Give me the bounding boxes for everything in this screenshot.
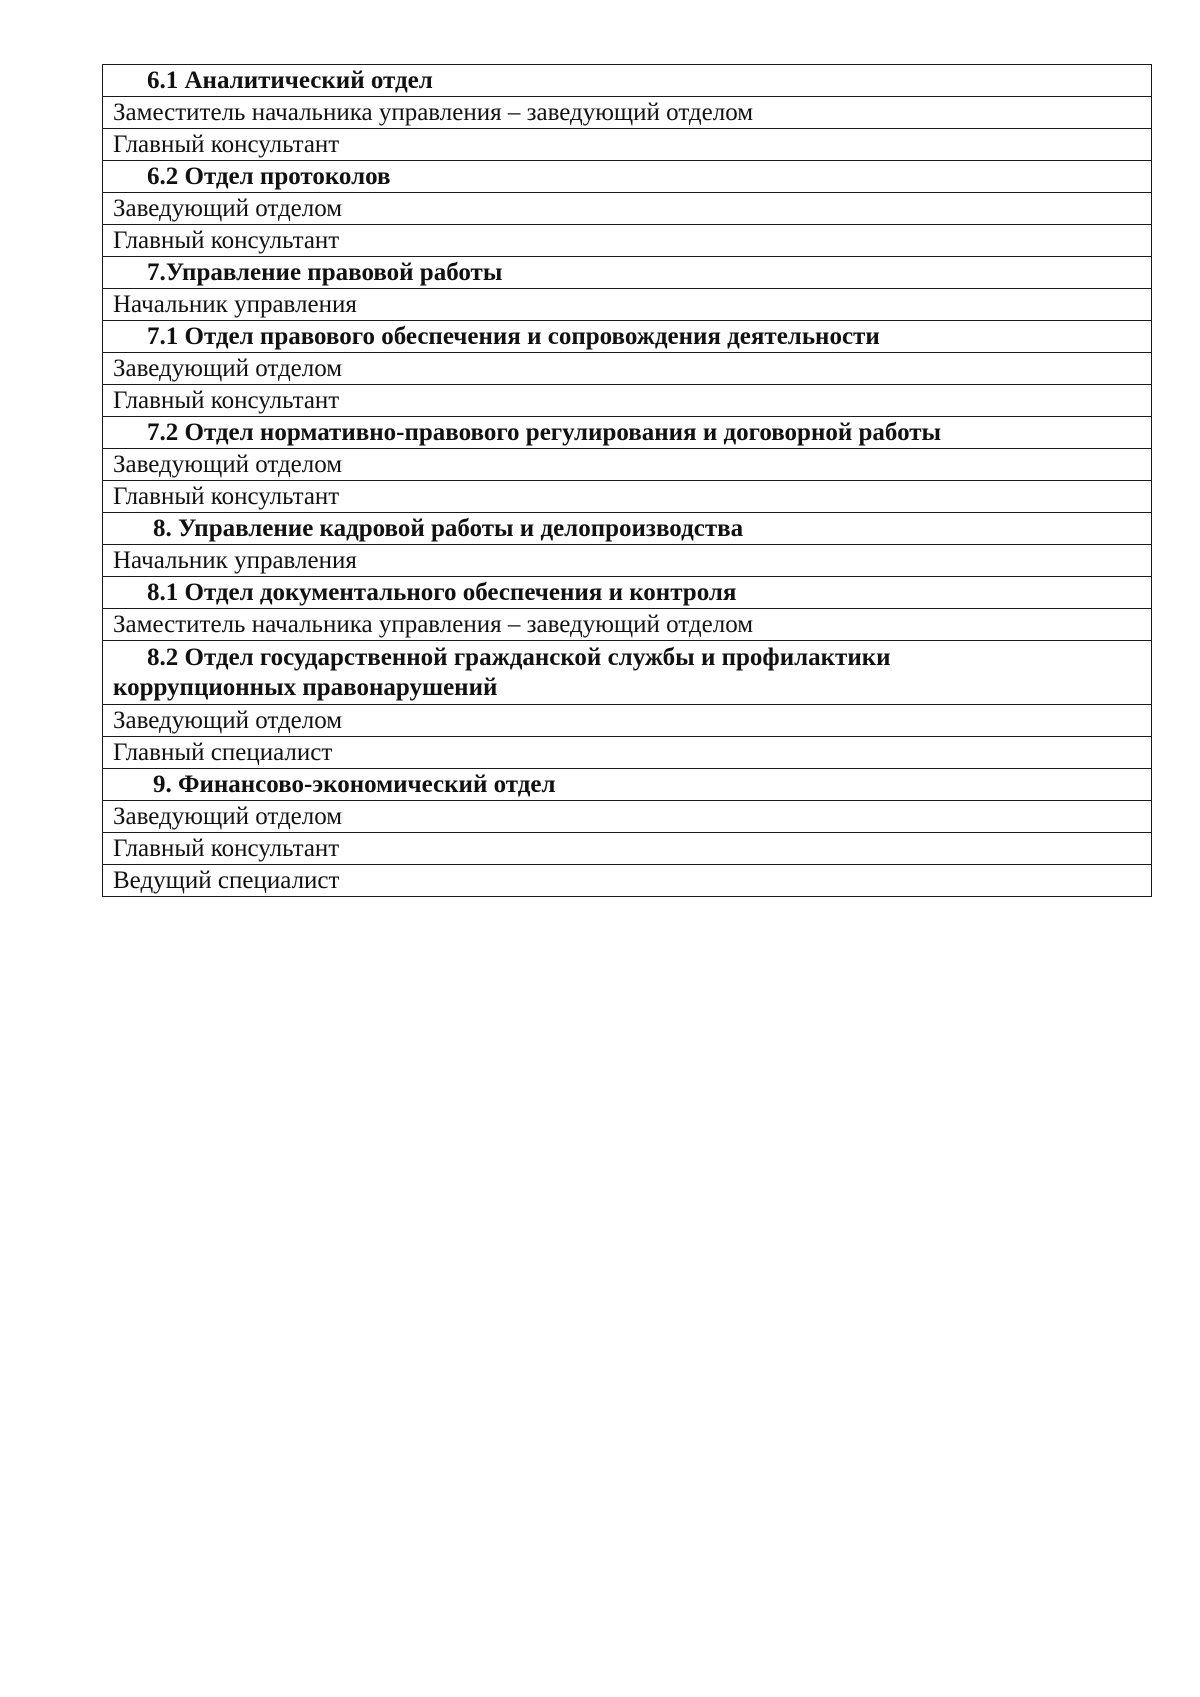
position-row [103,865,1152,897]
position-row [103,289,1152,321]
section-heading-row [103,513,1152,545]
position-row [103,449,1152,481]
position-row [103,97,1152,129]
position-title: Заведующий отделом [103,193,1152,225]
position-title: Заместитель начальника управления – заведующий отделом [103,97,1152,129]
position-row [103,481,1152,513]
section-heading: 8. Управление кадровой работы и делопроизводства [103,513,1152,545]
staff-positions-table [102,64,1152,897]
position-row [103,545,1152,577]
section-heading-row [103,321,1152,353]
position-row [103,385,1152,417]
position-title: Главный консультант [103,129,1152,161]
section-heading-row [103,641,1152,705]
section-heading: 7.2 Отдел нормативно-правового регулирования и договорной работы [103,417,1152,449]
position-row [103,225,1152,257]
position-row [103,705,1152,737]
section-heading: 6.2 Отдел протоколов [103,161,1152,193]
position-row [103,129,1152,161]
position-title: Начальник управления [103,545,1152,577]
section-heading-row [103,577,1152,609]
section-heading: 9. Финансово-экономический отдел [103,769,1152,801]
position-row [103,353,1152,385]
section-heading [103,641,1152,705]
section-heading-line-2: коррупционных правонарушений [113,674,498,701]
position-title: Главный консультант [103,225,1152,257]
section-heading: 7.Управление правовой работы [103,257,1152,289]
section-heading-row [103,65,1152,97]
position-title: Заместитель начальника управления – заведующий отделом [103,609,1152,641]
section-heading-row [103,769,1152,801]
position-row [103,833,1152,865]
position-title: Заведующий отделом [103,353,1152,385]
position-title: Главный консультант [103,481,1152,513]
position-title: Начальник управления [103,289,1152,321]
section-heading: 6.1 Аналитический отдел [103,65,1152,97]
section-heading: 7.1 Отдел правового обеспечения и сопровождения деятельности [103,321,1152,353]
position-title: Заведующий отделом [103,801,1152,833]
section-heading-line-1: 8.2 Отдел государственной гражданской службы и профилактики [147,644,891,671]
position-row [103,801,1152,833]
position-row [103,737,1152,769]
section-heading: 8.1 Отдел документального обеспечения и контроля [103,577,1152,609]
position-title: Заведующий отделом [103,449,1152,481]
position-title: Ведущий специалист [103,865,1152,897]
position-title: Главный консультант [103,833,1152,865]
position-title: Главный специалист [103,737,1152,769]
position-title: Заведующий отделом [103,705,1152,737]
position-row [103,193,1152,225]
section-heading-row [103,417,1152,449]
position-row [103,609,1152,641]
section-heading-row [103,257,1152,289]
position-title: Главный консультант [103,385,1152,417]
section-heading-row [103,161,1152,193]
